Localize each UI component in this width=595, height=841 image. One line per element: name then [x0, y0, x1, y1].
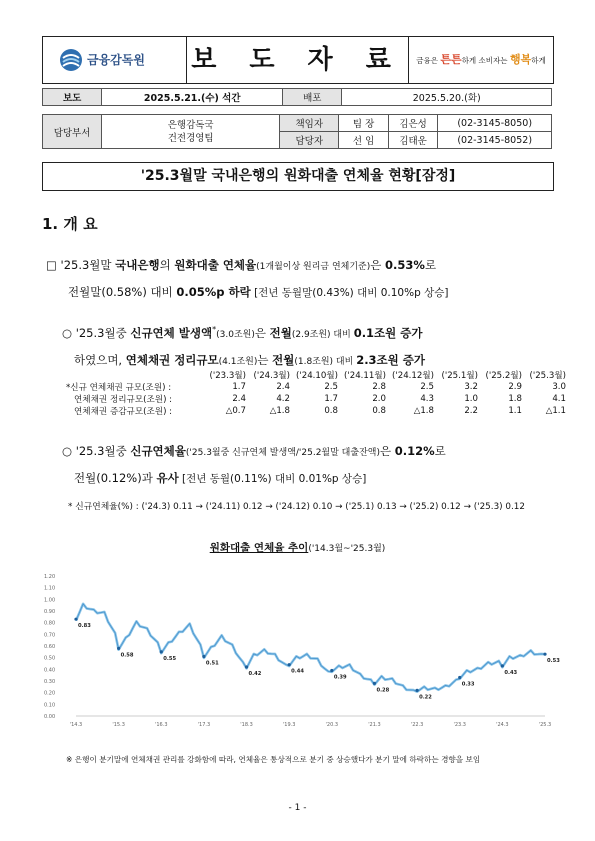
- stat-cell: 2.4: [232, 394, 246, 404]
- circle-bullet-icon: ○: [62, 444, 73, 458]
- y-tick-label: 0.30: [44, 679, 56, 685]
- text-bold: 2.3조원 증가: [356, 352, 425, 367]
- distribution-label: 배포: [283, 89, 342, 106]
- text-bold: 전월: [269, 325, 292, 340]
- text-small: (1.8조원) 대비: [294, 356, 357, 367]
- responsible-title: 팀 장: [339, 115, 389, 132]
- text: 은: [370, 258, 386, 272]
- stat-cell: 3.0: [552, 382, 566, 392]
- stat-cell: 2.2: [464, 406, 478, 416]
- stat-corner: [64, 369, 204, 381]
- page-number: - 1 -: [288, 803, 307, 813]
- logo-text: 금융감독원: [87, 53, 145, 67]
- text: 전월말(0.58%) 대비: [68, 285, 177, 299]
- data-point: [458, 676, 461, 679]
- stat-cell: 1.0: [464, 394, 478, 404]
- footnote-marker: *: [212, 325, 217, 334]
- text-small: (2.9조원) 대비: [291, 329, 354, 340]
- y-tick-label: 0.20: [44, 690, 56, 697]
- text-small: (1개월이상 원리금 연체기준): [256, 262, 371, 272]
- text-bold: 0.12%: [394, 444, 435, 458]
- staff-name: 김태운: [388, 132, 438, 149]
- text-bold: 전월: [272, 352, 295, 367]
- new-delinquency-rate-footnote: * 신규연체율(%) : ('24.3) 0.11 → ('24.11) 0.12 → ('24.12) 0.10 → ('25.1) 0.13 → ('25.2) 0.12 → ('25.3) 0.12: [68, 502, 525, 512]
- x-tick-label: '18.3: [240, 722, 253, 728]
- press-release-header: [42, 36, 554, 84]
- y-tick-label: 1.00: [44, 597, 56, 604]
- chart-title-period: ('14.3월~'25.3월): [308, 544, 386, 554]
- slogan-part: 하게 소비자는: [461, 56, 510, 65]
- data-point: [74, 618, 77, 621]
- data-label: 0.55: [163, 655, 177, 662]
- stat-cell: 1.7: [324, 394, 338, 404]
- stat-cell: 1.8: [508, 394, 522, 404]
- fss-logo: [43, 37, 187, 83]
- stat-cell: 4.2: [276, 394, 290, 404]
- y-tick-label: 0.70: [44, 632, 56, 639]
- staff-label: 담당자: [280, 132, 339, 149]
- stat-header: ('25.1월): [441, 371, 478, 381]
- stat-cell: 4.1: [552, 394, 566, 404]
- x-tick-label: '21.3: [368, 722, 381, 728]
- x-tick-label: '16.3: [155, 722, 168, 728]
- stat-cell: 2.5: [420, 382, 434, 392]
- section-heading: 1. 개 요: [42, 215, 98, 233]
- stat-header: ('24.3월): [253, 371, 290, 381]
- stat-cell: △1.8: [269, 406, 290, 416]
- slogan-part: 금융은: [416, 56, 441, 65]
- stat-row-label: *신규 연체채권 규모(조원) :: [66, 383, 172, 393]
- dept-label: 담당부서: [43, 115, 102, 149]
- data-point: [245, 665, 248, 668]
- dept-line: 건전경영팀: [167, 132, 214, 144]
- contact-table: [42, 114, 552, 149]
- text: '25.3월말: [60, 258, 116, 272]
- series-line: [76, 604, 545, 692]
- stat-cell: △0.7: [225, 406, 246, 416]
- text: 의: [159, 258, 175, 272]
- paragraph-summary: [46, 253, 556, 306]
- stat-cell: 0.8: [372, 406, 386, 416]
- slogan: [409, 37, 553, 83]
- paragraph-new-delinquency: [62, 317, 557, 375]
- text: 전월(0.12%)과: [74, 471, 157, 485]
- dept-name: [102, 115, 280, 149]
- text-small: ('25.3월중 신규연체 발생액/'25.2월말 대출잔액): [185, 448, 380, 458]
- text-bold: 국내은행: [115, 258, 160, 272]
- x-tick-label: '24.3: [496, 722, 509, 728]
- slogan-word-happy: 행복: [509, 53, 532, 66]
- staff-phone: (02-3145-8052): [438, 132, 552, 149]
- data-label: 0.83: [78, 623, 91, 630]
- stat-cell: 0.8: [324, 406, 338, 416]
- stat-cell: 2.0: [372, 394, 386, 404]
- y-tick-label: 1.20: [44, 574, 56, 580]
- y-tick-label: 0.60: [44, 644, 56, 650]
- stat-cell: 1.1: [508, 406, 522, 416]
- x-tick-label: '25.3: [538, 722, 552, 728]
- stat-cell: △1.1: [545, 406, 566, 416]
- y-tick-label: 0.40: [44, 667, 56, 674]
- data-label: 0.53: [547, 658, 560, 665]
- circle-bullet-icon: ○: [62, 325, 73, 340]
- stat-cell: 1.7: [232, 382, 246, 392]
- x-tick-label: '14.3: [69, 722, 83, 728]
- slogan-word-sound: 튼튼: [440, 53, 462, 66]
- text: 는: [257, 352, 273, 367]
- data-label: 0.44: [291, 668, 304, 675]
- x-tick-label: '19.3: [282, 722, 296, 728]
- stat-header: ('25.2월): [485, 371, 522, 381]
- stat-cell: 2.5: [324, 382, 338, 392]
- text-bold: 신규연체 발생액: [130, 325, 213, 340]
- dept-line: 은행감독국: [167, 119, 214, 131]
- responsible-phone: (02-3145-8050): [438, 115, 552, 132]
- text-bold: 연체채권 정리규모: [125, 352, 219, 367]
- y-tick-label: 0.90: [44, 609, 56, 615]
- stat-cell: 3.2: [464, 382, 478, 392]
- chart-title: [0, 540, 595, 555]
- text: 은: [379, 444, 395, 458]
- y-tick-label: 0.10: [44, 702, 56, 709]
- y-tick-label: 0.80: [44, 620, 56, 627]
- data-label: 0.58: [120, 652, 134, 659]
- responsible-label: 책임자: [280, 115, 339, 132]
- data-point: [288, 663, 291, 666]
- text-small: (3.0조원): [216, 329, 255, 340]
- y-tick-label: 0.50: [44, 655, 56, 662]
- stat-cell: 2.9: [508, 382, 522, 392]
- data-point: [160, 650, 163, 653]
- checkbox-bullet-icon: □: [46, 258, 57, 272]
- stat-row-label: 연체채권 증감규모(조원) :: [74, 407, 173, 417]
- text: 로: [424, 258, 437, 272]
- text: '25.3월중: [75, 325, 131, 340]
- data-point: [415, 689, 418, 692]
- data-label: 0.43: [504, 669, 518, 676]
- delinquency-rate-line-chart: [40, 568, 560, 738]
- y-tick-label: 1.10: [44, 585, 56, 592]
- staff-title: 선 임: [339, 132, 389, 149]
- data-point: [501, 664, 504, 667]
- x-tick-label: '17.3: [197, 722, 211, 728]
- stat-cell: △1.8: [413, 406, 434, 416]
- text: '25.3월중: [75, 444, 131, 458]
- data-point: [202, 655, 205, 658]
- text-bold: 0.1조원 증가: [353, 325, 423, 340]
- stat-header: ('23.3월): [209, 371, 246, 381]
- x-tick-label: '20.3: [325, 722, 339, 728]
- x-tick-label: '15.3: [112, 722, 125, 728]
- paragraph-new-delinquency-rate: [62, 439, 557, 492]
- text-small: (4.1조원): [218, 356, 258, 367]
- stat-row: [64, 381, 568, 393]
- stat-row: [64, 393, 568, 405]
- chart-title-main: 원화대출 연체율 추이: [209, 542, 309, 554]
- x-tick-label: '22.3: [410, 722, 424, 728]
- slogan-part: 하게: [531, 56, 546, 65]
- x-axis: [70, 722, 552, 728]
- main-title: '25.3월말 국내은행의 원화대출 연체율 현황[잠정]: [42, 162, 554, 191]
- fss-emblem-icon: [59, 48, 83, 72]
- document-type-title: 보 도 자 료: [186, 37, 409, 83]
- text: [전년 동월말(0.43%) 대비 0.10%p 상승]: [250, 287, 449, 299]
- text-bold: 0.53%: [385, 258, 425, 272]
- delinquency-stat-table: [64, 369, 568, 417]
- text-bold: 신규연체율: [130, 444, 186, 458]
- stat-row: [64, 405, 568, 417]
- stat-row-label: 연체채권 정리규모(조원) :: [74, 395, 173, 405]
- stat-cell: 4.3: [420, 394, 434, 404]
- y-tick-label: 0.00: [44, 714, 56, 720]
- text-bold: 0.05%p 하락: [176, 285, 251, 299]
- stat-header-row: [64, 369, 568, 381]
- data-label: 0.42: [248, 671, 262, 677]
- series-line-core: [76, 604, 545, 692]
- responsible-name: 김은성: [388, 115, 438, 132]
- data-label: 0.33: [461, 681, 475, 688]
- text: 은: [254, 325, 270, 340]
- data-point: [543, 653, 546, 656]
- stat-header: ('25.3월): [529, 371, 566, 381]
- data-label: 0.28: [376, 687, 390, 694]
- stat-cell: 2.4: [276, 382, 290, 392]
- stat-header: ('24.11월): [344, 371, 386, 381]
- data-point: [330, 669, 333, 672]
- data-point: [117, 647, 120, 650]
- stat-header: ('24.10월): [296, 371, 338, 381]
- x-tick-label: '23.3: [453, 722, 466, 728]
- text: [전년 동월(0.11%) 대비 0.01%p 상승]: [178, 473, 367, 485]
- stat-header: ('24.12월): [392, 371, 434, 381]
- text: 로: [434, 444, 446, 458]
- text: 하였으며,: [74, 352, 126, 367]
- data-label: 0.39: [333, 674, 347, 681]
- chart-footnote: ※ 은행이 분기말에 연체채권 관리를 강화함에 따라, 연체율은 통상적으로 분기 중 상승했다가 분기 말에 하락하는 경향을 보임: [66, 755, 481, 764]
- text-bold: 유사: [156, 471, 179, 485]
- data-point: [373, 682, 376, 685]
- text-bold: 원화대출 연체율: [174, 258, 257, 272]
- distribution-date: 2025.5.20.(화): [342, 89, 552, 106]
- data-label: 0.22: [419, 694, 432, 701]
- release-info-table: [42, 88, 552, 106]
- release-label: 보도: [43, 89, 102, 106]
- stat-cell: 2.8: [372, 382, 386, 392]
- data-label: 0.51: [205, 660, 219, 667]
- release-date: 2025.5.21.(수) 석간: [102, 89, 283, 106]
